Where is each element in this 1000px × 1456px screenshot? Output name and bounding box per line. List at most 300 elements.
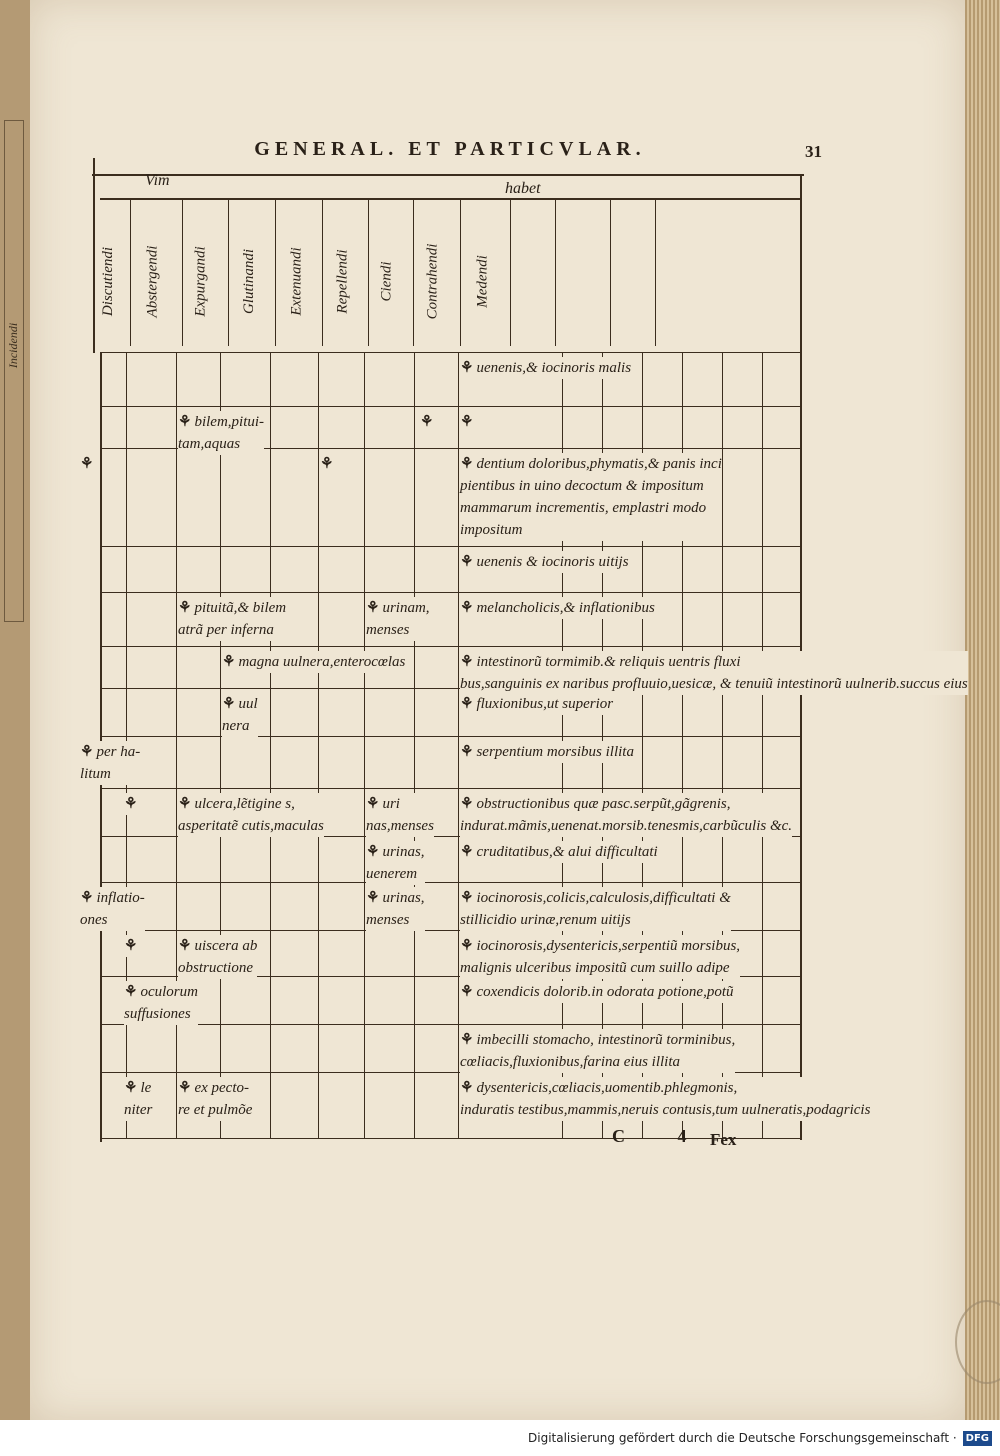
cell-line: magna uulnera,enterocœlas xyxy=(238,654,406,670)
table-row xyxy=(102,836,802,883)
column-rule xyxy=(364,353,365,407)
cell-line: induratis testibus,mammis,neruis contusis,tum uulneratis,podagricis xyxy=(460,1102,871,1118)
cell-line: ulcera,lẽtigine s, xyxy=(194,796,295,812)
flower-mark-icon: ⚘ xyxy=(124,1080,138,1096)
column-rule xyxy=(126,547,127,593)
column-rule xyxy=(176,593,177,647)
column-rule xyxy=(722,837,723,883)
running-head: GENERAL. ET PARTICVLAR. xyxy=(254,138,646,160)
column-rule xyxy=(318,593,319,647)
cell-line: stillicidio urinæ,renum uitijs xyxy=(460,912,631,928)
header-column-rule xyxy=(510,198,511,346)
column-rule xyxy=(458,977,459,1025)
cell-medendi xyxy=(460,793,792,837)
facing-page-word-text: Incidendi xyxy=(6,322,21,368)
flower-mark-icon: ⚘ xyxy=(366,844,380,860)
column-rule xyxy=(762,407,763,449)
cell-line: serpentium morsibus illita xyxy=(476,744,634,760)
column-rule xyxy=(126,1025,127,1073)
column-rule xyxy=(270,689,271,737)
header-column-rule xyxy=(228,198,229,346)
column-rule xyxy=(364,1073,365,1139)
column-rule xyxy=(176,1073,177,1139)
cell-line: dentium doloribus,phymatis,& panis inci xyxy=(476,456,722,472)
column-rule xyxy=(682,547,683,593)
flower-mark-icon: ⚘ xyxy=(178,1080,192,1096)
column-rule xyxy=(126,353,127,407)
column-rule xyxy=(722,547,723,593)
column-header-label: Expurgandi xyxy=(192,246,209,317)
column-header-medendi xyxy=(470,220,496,340)
header-column-rule xyxy=(368,198,369,346)
column-rule xyxy=(458,647,459,689)
header-column-rule xyxy=(130,198,131,346)
cell-medendi xyxy=(460,887,731,931)
column-rule xyxy=(414,407,415,449)
cell-line: suffusiones xyxy=(124,1006,191,1022)
flower-mark-icon: ⚘ xyxy=(460,654,474,670)
column-header-label: Abstergendi xyxy=(144,245,161,318)
flower-mark-icon: ⚘ xyxy=(178,938,192,954)
cell-line: tam,aquas xyxy=(178,436,241,452)
column-rule xyxy=(176,353,177,407)
cell-line: impositum xyxy=(460,522,523,538)
column-rule xyxy=(682,593,683,647)
flower-mark-icon: ⚘ xyxy=(320,456,334,472)
header-column-rule xyxy=(93,198,94,346)
column-rule xyxy=(220,883,221,931)
column-rule xyxy=(270,1073,271,1139)
cell-abstergendi xyxy=(124,793,140,815)
cell-line: bilem,pitui- xyxy=(194,414,265,430)
column-rule xyxy=(220,737,221,789)
column-rule xyxy=(176,449,177,547)
column-header-extenuandi xyxy=(284,220,310,340)
column-rule xyxy=(458,353,459,407)
cell-ciendi xyxy=(366,841,425,885)
cell-glutinandi xyxy=(222,651,405,673)
column-rule xyxy=(270,883,271,931)
table-row xyxy=(80,448,802,547)
column-rule xyxy=(364,1025,365,1073)
cell-line: uenenis,& iocinoris malis xyxy=(476,360,632,376)
cell-discutiendi xyxy=(80,741,140,785)
table-row xyxy=(102,976,802,1025)
column-rule xyxy=(126,449,127,547)
column-rule xyxy=(220,689,221,737)
cell-line: per ha- xyxy=(96,744,141,760)
flower-mark-icon: ⚘ xyxy=(124,984,138,1000)
column-rule xyxy=(458,737,459,789)
cell-medendi xyxy=(460,935,740,979)
column-rule xyxy=(126,647,127,689)
cell-line: le xyxy=(140,1080,152,1096)
column-header-glutinandi xyxy=(236,220,262,340)
column-rule xyxy=(722,689,723,737)
cell-line: pituitã,& bilem xyxy=(194,600,287,616)
cell-line: uenenis & iocinoris uitijs xyxy=(476,554,629,570)
column-rule xyxy=(318,1073,319,1139)
column-rule xyxy=(642,689,643,737)
column-rule xyxy=(414,353,415,407)
flower-mark-icon: ⚘ xyxy=(460,554,474,570)
flower-mark-icon: ⚘ xyxy=(222,654,236,670)
flower-mark-icon: ⚘ xyxy=(124,938,138,954)
column-rule xyxy=(414,931,415,977)
column-rule xyxy=(762,449,763,547)
cell-discutiendi xyxy=(80,887,145,931)
column-rule xyxy=(318,1025,319,1073)
column-rule xyxy=(270,837,271,883)
column-rule xyxy=(762,353,763,407)
flower-mark-icon: ⚘ xyxy=(366,890,380,906)
cell-line: intestinorũ tormimib.& reliquis uentris fluxi xyxy=(476,654,741,670)
column-rule xyxy=(126,593,127,647)
table-row xyxy=(102,406,802,452)
cell-abstergendi xyxy=(124,935,140,957)
header-habet: habet xyxy=(505,180,541,197)
column-rule xyxy=(414,547,415,593)
cell-medendi xyxy=(460,551,629,573)
flower-mark-icon: ⚘ xyxy=(460,600,474,616)
cell-medendi xyxy=(460,453,722,541)
header-column-rule xyxy=(182,198,183,346)
header-column-rule xyxy=(555,198,556,346)
cell-expurgandi xyxy=(178,793,324,837)
column-rule xyxy=(458,593,459,647)
cell-line: re et pulmõe xyxy=(178,1102,253,1118)
cell-medendi xyxy=(460,693,613,715)
column-rule xyxy=(414,689,415,737)
table-row xyxy=(102,930,802,977)
column-header-label: Glutinandi xyxy=(240,248,257,315)
cell-line: nera xyxy=(222,718,250,734)
cell-line: malignis ulceribus impositũ cum suillo adipe xyxy=(460,960,730,976)
column-rule xyxy=(762,547,763,593)
column-rule xyxy=(682,407,683,449)
column-rule xyxy=(364,547,365,593)
flower-mark-icon: ⚘ xyxy=(178,414,192,430)
table-row xyxy=(102,788,802,837)
column-header-repellendi xyxy=(330,220,356,340)
cell-line: oculorum xyxy=(140,984,198,1000)
flower-mark-icon: ⚘ xyxy=(460,984,474,1000)
cell-medendi xyxy=(460,411,476,433)
flower-mark-icon: ⚘ xyxy=(460,744,474,760)
cell-line: obstructione xyxy=(178,960,253,976)
column-rule xyxy=(458,547,459,593)
column-rule xyxy=(318,407,319,449)
column-rule xyxy=(270,449,271,547)
cell-line: urinas, xyxy=(382,890,425,906)
cell-line: mammarum incrementis, emplastri modo xyxy=(460,500,707,516)
flower-mark-icon: ⚘ xyxy=(460,938,474,954)
cell-medendi xyxy=(460,357,631,379)
header-rule xyxy=(100,198,802,200)
column-rule xyxy=(318,837,319,883)
flower-mark-icon: ⚘ xyxy=(460,360,474,376)
catchword: Fex xyxy=(710,1130,737,1149)
cell-repellendi xyxy=(320,453,336,475)
column-rule xyxy=(642,737,643,789)
column-rule xyxy=(414,1073,415,1139)
column-rule xyxy=(364,931,365,977)
cell-line: uul xyxy=(238,696,258,712)
signature-mark: C 4 xyxy=(612,1126,711,1146)
column-rule xyxy=(270,977,271,1025)
column-header-label: Discutiendi xyxy=(100,246,117,317)
flower-mark-icon: ⚘ xyxy=(366,600,380,616)
cell-line: coxendicis dolorib.in odorata potione,potũ xyxy=(476,984,734,1000)
cell-medendi xyxy=(460,841,658,863)
table-row xyxy=(102,352,802,407)
table-row xyxy=(102,546,802,593)
column-rule xyxy=(318,977,319,1025)
column-rule xyxy=(176,547,177,593)
column-rule xyxy=(176,837,177,883)
cell-line: iocinorosis,colicis,calculosis,difficultati & xyxy=(476,890,731,906)
table-row xyxy=(102,688,802,737)
cell-medendi xyxy=(460,981,734,1003)
cell-line: cœliacis,fluxionibus,farina eius illita xyxy=(460,1054,680,1070)
column-rule xyxy=(220,547,221,593)
flower-mark-icon: ⚘ xyxy=(222,696,236,712)
column-rule xyxy=(126,407,127,449)
cell-line: niter xyxy=(124,1102,153,1118)
cell-line: ones xyxy=(80,912,108,928)
column-rule xyxy=(318,449,319,547)
cell-line: uiscera ab xyxy=(194,938,258,954)
header-column-rule xyxy=(275,198,276,346)
folio-number: 31 xyxy=(805,142,822,161)
header-column-rule xyxy=(413,198,414,346)
cell-line: uenerem xyxy=(366,866,418,882)
column-rule xyxy=(220,647,221,689)
column-rule xyxy=(458,883,459,931)
column-rule xyxy=(318,883,319,931)
flower-mark-icon: ⚘ xyxy=(460,1080,474,1096)
column-rule xyxy=(722,407,723,449)
cell-line: dysentericis,cœliacis,uomentib.phlegmonis, xyxy=(476,1080,738,1096)
column-rule xyxy=(176,737,177,789)
column-rule xyxy=(602,407,603,449)
column-rule xyxy=(458,837,459,883)
column-rule xyxy=(364,593,365,647)
flower-mark-icon: ⚘ xyxy=(80,744,94,760)
flower-mark-icon: ⚘ xyxy=(460,696,474,712)
table-row xyxy=(80,882,802,931)
column-rule xyxy=(414,977,415,1025)
column-rule xyxy=(364,837,365,883)
column-header-contrahendi xyxy=(420,220,446,340)
column-header-abstergendi xyxy=(140,220,166,340)
column-rule xyxy=(364,407,365,449)
cell-abstergendi xyxy=(124,1077,152,1121)
cell-line: menses xyxy=(366,622,410,638)
cell-line: asperitatẽ cutis,maculas xyxy=(178,818,324,834)
table-row xyxy=(102,1024,802,1073)
flower-mark-icon: ⚘ xyxy=(460,456,474,472)
column-rule xyxy=(762,977,763,1025)
column-rule xyxy=(762,593,763,647)
column-rule xyxy=(762,837,763,883)
flower-mark-icon: ⚘ xyxy=(460,844,474,860)
cell-line: atrã per inferna xyxy=(178,622,274,638)
column-rule xyxy=(220,353,221,407)
column-rule xyxy=(270,353,271,407)
column-rule xyxy=(682,837,683,883)
column-rule xyxy=(722,737,723,789)
column-rule xyxy=(414,737,415,789)
column-rule xyxy=(458,449,459,547)
table-row xyxy=(102,646,968,692)
flower-mark-icon: ⚘ xyxy=(460,890,474,906)
column-rule xyxy=(220,1025,221,1073)
cell-expurgandi xyxy=(178,1077,252,1121)
cell-medendi xyxy=(460,1077,870,1121)
column-rule xyxy=(364,977,365,1025)
column-rule xyxy=(364,737,365,789)
header-column-rule xyxy=(610,198,611,346)
cell-abstergendi xyxy=(124,981,198,1025)
header-column-rule xyxy=(322,198,323,346)
flower-mark-icon: ⚘ xyxy=(460,1032,474,1048)
column-rule xyxy=(762,737,763,789)
column-rule xyxy=(270,407,271,449)
cell-line: urinas, xyxy=(382,844,425,860)
flower-mark-icon: ⚘ xyxy=(460,796,474,812)
column-rule xyxy=(176,789,177,837)
column-rule xyxy=(642,353,643,407)
cell-line: uri xyxy=(382,796,400,812)
column-rule xyxy=(458,1073,459,1139)
cell-discutiendi xyxy=(80,453,96,475)
column-header-label: Contrahendi xyxy=(424,243,441,320)
flower-mark-icon: ⚘ xyxy=(420,414,434,430)
column-rule xyxy=(682,353,683,407)
column-rule xyxy=(220,837,221,883)
cell-line: cruditatibus,& alui difficultati xyxy=(476,844,658,860)
column-rule xyxy=(414,647,415,689)
column-rule xyxy=(126,837,127,883)
flower-mark-icon: ⚘ xyxy=(460,414,474,430)
column-rule xyxy=(318,931,319,977)
flower-mark-icon: ⚘ xyxy=(178,796,192,812)
column-rule xyxy=(364,789,365,837)
cell-ciendi xyxy=(366,597,430,641)
cell-line: indurat.mãmis,uenenat.morsib.tenesmis,carbũculis &c. xyxy=(460,818,793,834)
digitization-footer xyxy=(0,1420,1000,1456)
column-rule xyxy=(270,547,271,593)
virtues-table xyxy=(80,352,968,1142)
footer-text: Digitalisierung gefördert durch die Deutsche Forschungsgemeinschaft · xyxy=(528,1431,957,1445)
cell-line: bus,sanguinis ex naribus profluuio,uesicæ, & tenuiũ intestinorũ uulnerib.succus eius xyxy=(460,676,968,692)
column-rule xyxy=(722,449,723,547)
column-rule xyxy=(642,547,643,593)
cell-medendi xyxy=(460,1029,735,1073)
column-rule xyxy=(364,883,365,931)
table-row xyxy=(102,592,802,647)
cell-line: nas,menses xyxy=(366,818,434,834)
column-rule xyxy=(176,883,177,931)
column-rule xyxy=(642,407,643,449)
column-rule xyxy=(270,1025,271,1073)
dfg-logo: DFG xyxy=(963,1431,992,1446)
cell-ciendi xyxy=(366,793,434,837)
column-rule xyxy=(318,689,319,737)
column-rule xyxy=(318,737,319,789)
column-rule xyxy=(458,931,459,977)
cell-line: menses xyxy=(366,912,410,928)
table-row xyxy=(80,736,802,789)
cell-line: litum xyxy=(80,766,111,782)
flower-mark-icon: ⚘ xyxy=(80,456,94,472)
flower-mark-icon: ⚘ xyxy=(80,890,94,906)
cell-line: inflatio- xyxy=(96,890,145,906)
header-column-rule xyxy=(460,198,461,346)
header-column-rule xyxy=(655,198,656,346)
column-rule xyxy=(176,689,177,737)
cell-line: pientibus in uino decoctum & impositum xyxy=(460,478,704,494)
column-rule xyxy=(220,977,221,1025)
column-header-label: Ciendi xyxy=(378,261,395,302)
column-header-expurgandi xyxy=(188,220,214,340)
column-rule xyxy=(722,593,723,647)
facing-page-word xyxy=(2,290,26,400)
column-header-ciendi xyxy=(374,220,400,340)
column-rule xyxy=(270,931,271,977)
cell-line: obstructionibus quæ pasc.serpũt,gãgrenis, xyxy=(476,796,731,812)
column-rule xyxy=(562,407,563,449)
column-header-label: Medendi xyxy=(474,255,491,308)
cell-expurgandi xyxy=(178,935,257,979)
cell-line: fluxionibus,ut superior xyxy=(476,696,614,712)
column-rule xyxy=(220,449,221,547)
column-rule xyxy=(762,883,763,931)
cell-line: melancholicis,& inflationibus xyxy=(476,600,655,616)
cell-glutinandi xyxy=(222,693,258,737)
column-rule xyxy=(458,407,459,449)
column-header-label: Extenuandi xyxy=(288,247,305,316)
cell-contrahendi xyxy=(420,411,436,433)
column-rule xyxy=(762,931,763,977)
cell-medendi xyxy=(460,741,634,763)
column-rule xyxy=(762,1025,763,1073)
cell-line: urinam, xyxy=(382,600,430,616)
column-rule xyxy=(318,353,319,407)
column-rule xyxy=(682,737,683,789)
column-rule xyxy=(176,407,177,449)
cell-expurgandi xyxy=(178,411,264,455)
column-rule xyxy=(414,449,415,547)
column-rule xyxy=(762,689,763,737)
column-rule xyxy=(458,689,459,737)
cell-medendi xyxy=(460,597,655,619)
column-rule xyxy=(318,547,319,593)
column-rule xyxy=(364,689,365,737)
column-rule xyxy=(682,689,683,737)
cell-medendi xyxy=(460,651,968,695)
cell-ciendi xyxy=(366,887,425,931)
cell-line: imbecilli stomacho, intestinorũ torminibus, xyxy=(476,1032,736,1048)
facing-page-edge xyxy=(0,0,31,1420)
flower-mark-icon: ⚘ xyxy=(366,796,380,812)
column-header-discutiendi xyxy=(96,220,122,340)
header-vim: Vim xyxy=(145,172,170,189)
cell-line: ex pecto- xyxy=(194,1080,249,1096)
column-rule xyxy=(458,1025,459,1073)
column-rule xyxy=(364,449,365,547)
